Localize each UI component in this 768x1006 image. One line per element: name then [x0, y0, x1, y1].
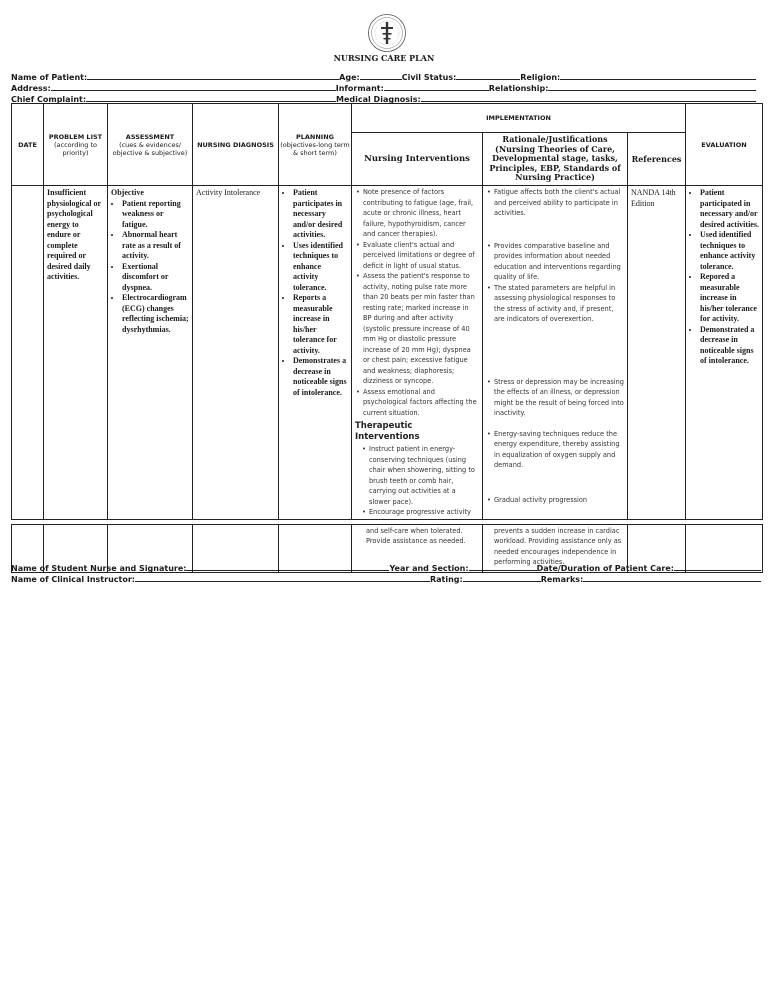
- therapeutic-item: • Encourage progressive activity: [369, 507, 479, 518]
- clinical-instructor-field[interactable]: [135, 573, 430, 582]
- assessment-item: • Patient reporting weakness or fatigue.: [122, 199, 189, 231]
- relationship-label: Relationship:: [488, 84, 549, 93]
- care-plan-table: [11, 103, 763, 573]
- age-label: Age:: [339, 73, 360, 82]
- assessment-item: • Electrocardiogram (ECG) changes reflecting ischemia; dysrhythmias.: [122, 293, 189, 335]
- rationale-item: • Stress or depression may be increasing the effects of an illness, or depression might be the result of being forced into inactivity.: [494, 377, 624, 419]
- planning-item: • Demonstrates a decrease in noticeable signs of intolerance.: [293, 356, 348, 398]
- planning-cell: [279, 186, 352, 520]
- header-assessment-sub: (cues & evidences/ objective & subjective): [112, 140, 188, 157]
- evaluation-item: • Used identified techniques to enhance activity tolerance.: [700, 230, 759, 272]
- religion-label: Religion:: [520, 73, 561, 82]
- informant-label: Informant:: [335, 84, 384, 93]
- address-field[interactable]: [51, 82, 336, 91]
- student-nurse-field[interactable]: [186, 562, 389, 571]
- planning-item: • Patient participates in necessary and/or desired activities.: [293, 188, 348, 241]
- header-assessment: [108, 104, 193, 186]
- date-duration-field[interactable]: [674, 562, 761, 571]
- problem-cell: Insufficient physiological or psychological energy to endure or complete required or desired daily activities.: [44, 186, 108, 520]
- patient-name-field[interactable]: [87, 71, 339, 80]
- evaluation-item: • Repored a measurable increase in his/her tolerance for activity.: [700, 272, 759, 325]
- interventions-cont-cell: and self-care when tolerated. Provide assistance as needed.: [352, 524, 483, 572]
- rating-field[interactable]: [463, 573, 541, 582]
- assessment-item: • Abnormal heart rate as a result of activity.: [122, 230, 189, 262]
- date-duration-label: Date/Duration of Patient Care:: [536, 564, 674, 573]
- date-cell[interactable]: [12, 186, 44, 520]
- table-row: [12, 186, 763, 520]
- therapeutic-interventions-title: Therapeutic Interventions: [355, 421, 420, 442]
- header-references: References: [628, 133, 686, 186]
- chief-complaint-label: Chief Complaint:: [11, 95, 87, 104]
- form-title: NURSING CARE PLAN: [333, 53, 435, 63]
- header-nursing-diagnosis: NURSING DIAGNOSIS: [193, 104, 279, 186]
- intervention-item: • Evaluate client's actual and perceived limitations or degree of deficit in light of usual status.: [363, 240, 479, 272]
- year-section-field[interactable]: [469, 562, 537, 571]
- header-assessment-title: ASSESSMENT: [125, 132, 175, 141]
- intervention-item: • Note presence of factors contributing to fatigue (age, frail, acute or chronic illness, heart failure, hypothyroidism, cancer and cancer therapies).: [363, 187, 479, 240]
- rationale-cont-cell: prevents a sudden increase in cardiac workload. Providing assistance only as needed encourages independence in performing activities.: [483, 524, 628, 572]
- header-problem-sub: (according to priority): [54, 140, 97, 157]
- relationship-field[interactable]: [548, 82, 756, 91]
- rationale-item: • Provides comparative baseline and provides information about needed education and interventions regarding quality of life.: [494, 241, 624, 283]
- header-nursing-interventions: Nursing Interventions: [352, 133, 483, 186]
- planning-item: • Uses identified techniques to enhance activity tolerance.: [293, 241, 348, 294]
- header-planning-title: PLANNING: [295, 132, 334, 141]
- student-nurse-label: Name of Student Nurse and Signature:: [11, 564, 187, 573]
- header-planning-sub: (objectives-long term & short term): [280, 140, 350, 157]
- rationale-item: • Energy-saving techniques reduce the energy expenditure, thereby assisting in equalization of oxygen supply and demand.: [494, 429, 624, 471]
- header-evaluation: EVALUATION: [686, 104, 763, 186]
- patient-info-line-1: [11, 71, 756, 82]
- footer-line-2: [11, 573, 761, 584]
- header-problem-title: PROBLEM LIST: [48, 132, 103, 141]
- evaluation-item: • Demonstrated a decrease in noticeable signs of intolerance.: [700, 325, 759, 367]
- patient-info-line-2: [11, 82, 756, 93]
- header-date: DATE: [12, 104, 44, 186]
- rationale-item: • The stated parameters are helpful in assessing physiological responses to the stress of activity and, if present, are indicators of overexertion.: [494, 283, 624, 325]
- references-cell: NANDA 14th Edition: [628, 186, 686, 520]
- chief-complaint-field[interactable]: [86, 93, 336, 102]
- evaluation-cell: [686, 186, 763, 520]
- rating-label: Rating:: [429, 575, 463, 584]
- age-field[interactable]: [360, 71, 402, 80]
- interventions-cell: [352, 186, 483, 520]
- planning-item: • Reports a measurable increase in his/her tolerance for activity.: [293, 293, 348, 356]
- header-planning: [279, 104, 352, 186]
- year-section-label: Year and Section:: [389, 564, 469, 573]
- civil-status-field[interactable]: [456, 71, 520, 80]
- header-implementation: IMPLEMENTATION: [352, 104, 686, 133]
- diagnosis-cell: Activity Intolerance: [193, 186, 279, 520]
- clinical-instructor-label: Name of Clinical Instructor:: [11, 575, 135, 584]
- assessment-cell: [108, 186, 193, 520]
- address-label: Address:: [11, 84, 51, 93]
- therapeutic-item: • Instruct patient in energy-conserving techniques (using chair when showering, sitting to brush teeth or comb hair, carrying out activities at a slower pace).: [369, 444, 479, 507]
- remarks-label: Remarks:: [540, 575, 584, 584]
- rationale-cell: [483, 186, 628, 520]
- assessment-objective-title: Objective: [111, 188, 144, 197]
- intervention-item: • Assess emotional and psychological factors affecting the current situation.: [363, 387, 479, 419]
- school-seal-icon: [367, 13, 407, 53]
- header-rationale: Rationale/Justifications (Nursing Theories of Care, Developmental stage, tasks, Principles, EBP, Standards of Nursing Practice): [483, 133, 628, 186]
- religion-field[interactable]: [560, 71, 756, 80]
- footer-line-1: [11, 562, 761, 573]
- rationale-item: • Fatigue affects both the client's actual and perceived ability to participate in activities.: [494, 187, 624, 219]
- rationale-item: • Gradual activity progression: [494, 495, 624, 506]
- informant-field[interactable]: [384, 82, 489, 91]
- remarks-field[interactable]: [583, 573, 761, 582]
- header-problem-list: [44, 104, 108, 186]
- civil-status-label: Civil Status:: [401, 73, 457, 82]
- patient-name-label: Name of Patient:: [11, 73, 88, 82]
- evaluation-item: • Patient participated in necessary and/or desired activities.: [700, 188, 759, 230]
- medical-diagnosis-label: Medical Diagnosis:: [336, 95, 421, 104]
- assessment-item: • Exertional discomfort or dyspnea.: [122, 262, 189, 294]
- intervention-item: • Assess the patient's response to activity, noting pulse rate more than 20 beats per min faster than resting rate; marked increase in BP during and after activity (systolic pressure increase of 40 mm Hg or diastolic pressure increase of 20 mm Hg); dyspnea or chest pain; excessive fatigue and weakness; diaphoresis; dizziness or syncope.: [363, 271, 479, 387]
- medical-diagnosis-field[interactable]: [421, 93, 756, 102]
